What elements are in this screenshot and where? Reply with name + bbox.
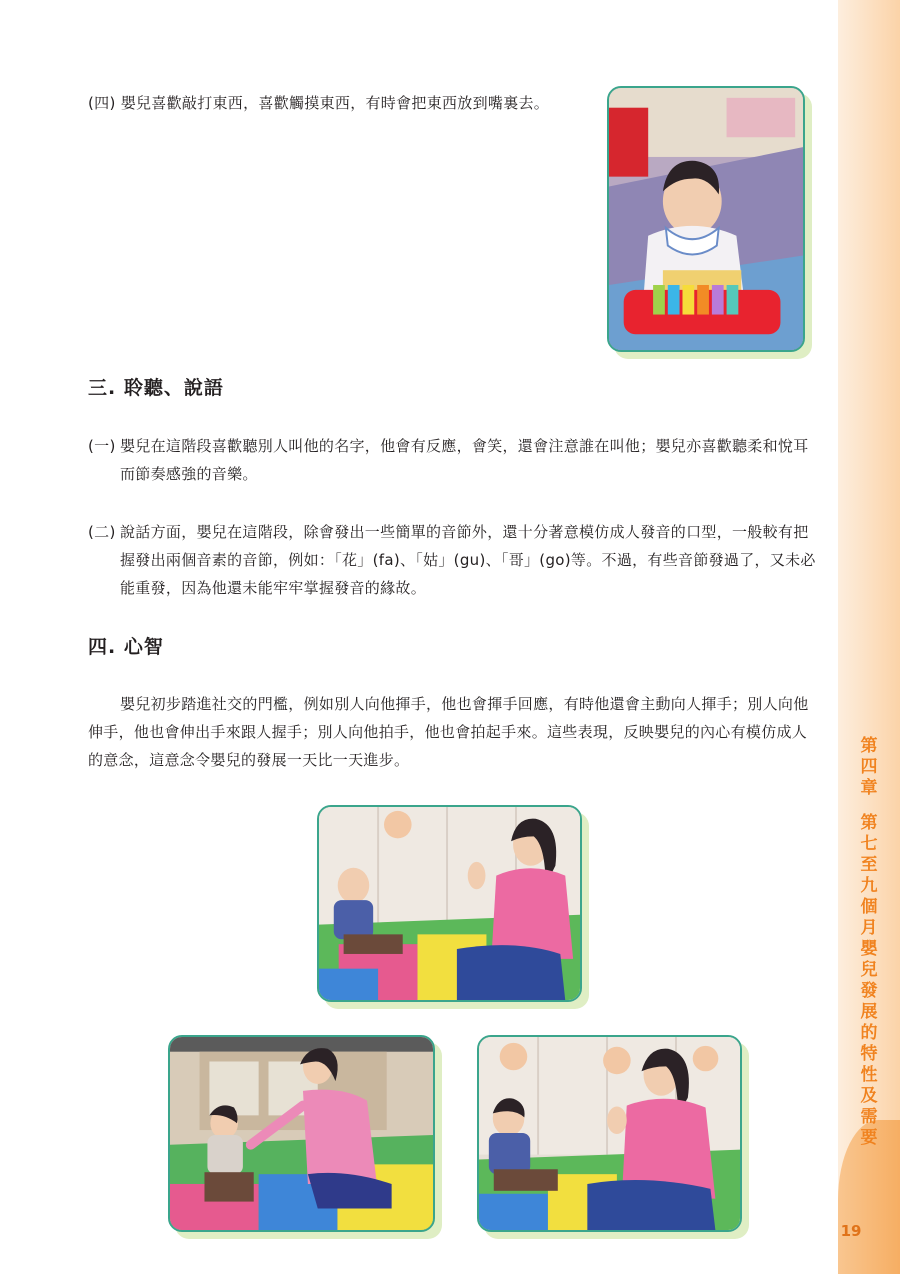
vertical-char: 需: [860, 1107, 878, 1127]
section-3-heading: 三. 聆聽、說語: [88, 377, 224, 399]
photo-baby-xylophone: [607, 86, 805, 352]
vertical-char: 展: [860, 1002, 878, 1022]
photo-caregiver-waving-image: [319, 807, 580, 1000]
vertical-char: 至: [860, 855, 878, 875]
vertical-char: 四: [860, 757, 878, 777]
vertical-char: 九: [860, 876, 878, 896]
item-1-number: (一): [88, 437, 116, 455]
chapter-side-title: [854, 736, 884, 1149]
photo-caregiver-handshake: [168, 1035, 435, 1232]
vertical-char: 性: [860, 1065, 878, 1085]
vertical-char: 及: [860, 1086, 878, 1106]
photo-caregiver-handshake-image: [170, 1037, 433, 1230]
vertical-char: 第: [860, 736, 878, 756]
vertical-char: 月: [860, 918, 878, 938]
item-4: [88, 89, 588, 117]
vertical-char: 嬰: [860, 939, 878, 959]
item-2-number: (二): [88, 523, 116, 541]
section-4-heading: 四. 心智: [88, 636, 164, 658]
vertical-char: 兒: [860, 960, 878, 980]
section-4-paragraph: 嬰兒初步踏進社交的門檻，例如別人向他揮手，他也會揮手回應，有時他還會主動向人揮手；別人向他伸手，他也會伸出手來跟人握手；別人向他拍手，他也會拍起手來。這些表現，反映嬰兒的內心有模仿成人的意念，這意念令嬰兒的發展一天比一天進步。: [88, 695, 809, 769]
vertical-char: 特: [860, 1044, 878, 1064]
item-4-text: 嬰兒喜歡敲打東西，喜歡觸摸東西，有時會把東西放到嘴裏去。: [120, 94, 550, 112]
page-number: 19: [840, 1222, 862, 1240]
vertical-char: 七: [860, 834, 878, 854]
vertical-char: 個: [860, 897, 878, 917]
item-2-text: 說話方面，嬰兒在這階段，除會發出一些簡單的音節外，還十分著意模仿成人發音的口型，一般較有把握發出兩個音素的音節，例如：「花」(fa)、「姑」(gu)、「哥」(go)等。不過，有些音節發過了，又未必能重發，因為他還未能牢牢掌握發音的緣故。: [120, 523, 816, 597]
item-2: [88, 518, 818, 602]
item-1-text: 嬰兒在這階段喜歡聽別人叫他的名字，他會有反應，會笑，還會注意誰在叫他；嬰兒亦喜歡聽柔和悅耳而節奏感強的音樂。: [120, 437, 809, 483]
item-1: [88, 432, 818, 488]
photo-caregiver-clapping-image: [479, 1037, 740, 1230]
vertical-char: 發: [860, 981, 878, 1001]
chapter-label: [854, 736, 884, 799]
photo-baby-xylophone-image: [609, 88, 803, 350]
vertical-char: 第: [860, 813, 878, 833]
chapter-title: [854, 813, 884, 1149]
photo-caregiver-waving: [317, 805, 582, 1002]
photo-caregiver-clapping: [477, 1035, 742, 1232]
vertical-char: 章: [860, 778, 878, 798]
vertical-char: 的: [860, 1023, 878, 1043]
item-4-number: (四): [88, 94, 116, 112]
vertical-char: 要: [860, 1128, 878, 1148]
